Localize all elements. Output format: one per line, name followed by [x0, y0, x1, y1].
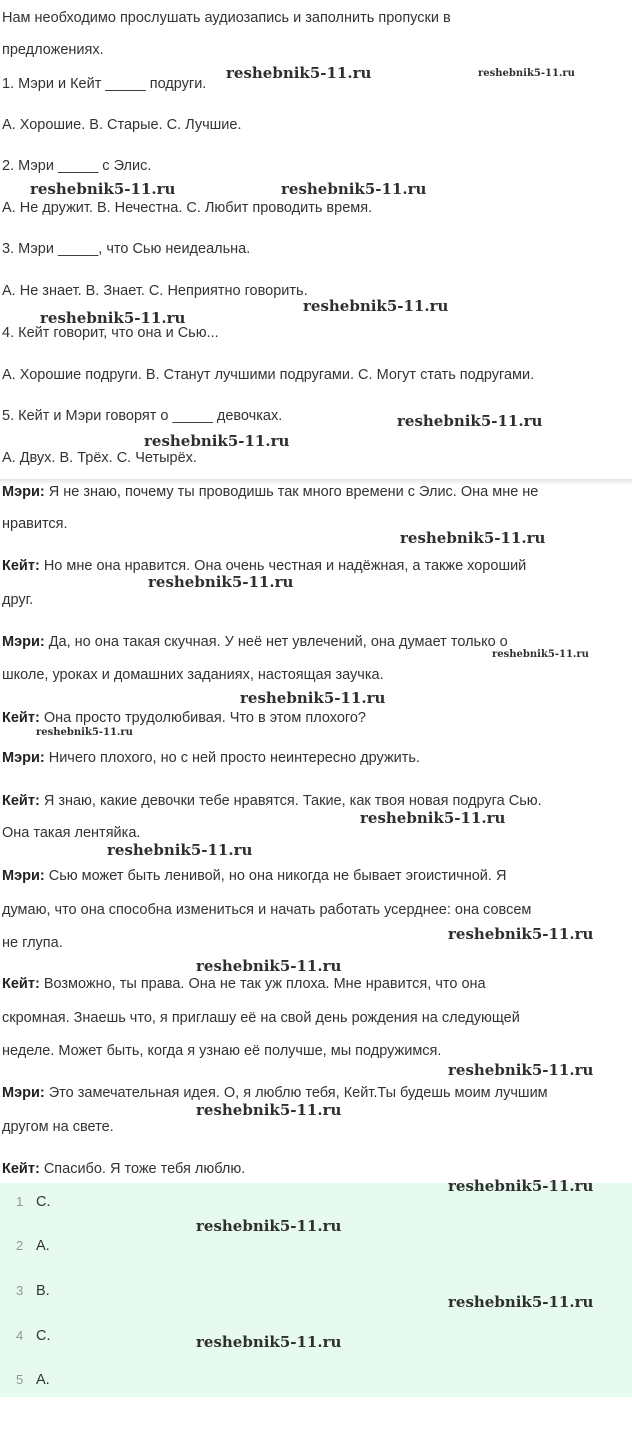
speaker-colon: :	[34, 793, 40, 809]
speaker-name: Кейт	[2, 558, 35, 574]
dialogue-line	[2, 1117, 114, 1137]
watermark: reshebnik5-11.ru	[397, 412, 543, 430]
dialogue-text: Ничего плохого, но с ней просто неинтересно дружить.	[48, 750, 420, 766]
question-options: А. Хорошие. B. Старые. C. Лучшие.	[2, 117, 242, 133]
watermark: reshebnik5-11.ru	[196, 957, 342, 975]
dialogue-line	[2, 823, 140, 843]
speaker-colon: :	[34, 1161, 40, 1177]
question: 3. Мэри _____, что Сью неидеальна.	[2, 241, 251, 257]
answer-item	[16, 1236, 50, 1256]
dialogue-text: Я не знаю, почему ты проводишь так много времени с Элис. Она мне не	[48, 484, 539, 500]
answer-number: 1	[16, 1194, 24, 1209]
speaker-name: Мэри	[2, 1085, 40, 1101]
dialogue-text: не глупа.	[2, 935, 63, 951]
dialogue-text: скромная. Знаешь что, я приглашу её на свой день рождения на следующей	[2, 1010, 520, 1026]
dialogue-text: Спасибо. Я тоже тебя люблю.	[43, 1161, 246, 1177]
answer-value: C.	[36, 1194, 51, 1210]
dialogue-line	[2, 1083, 548, 1103]
watermark: reshebnik5-11.ru	[492, 649, 589, 660]
answer-number: 5	[16, 1372, 24, 1387]
speaker-colon: :	[34, 976, 40, 992]
dialogue-text: думаю, что она способна измениться и начать работать усерднее: она совсем	[2, 902, 532, 918]
answer-value: C.	[36, 1328, 51, 1344]
speaker-name: Мэри	[2, 484, 40, 500]
answer-value: A.	[36, 1372, 50, 1388]
speaker-colon: :	[39, 484, 45, 500]
watermark: reshebnik5-11.ru	[448, 1061, 594, 1079]
dialogue-line	[2, 900, 531, 920]
question-options: А. Не дружит. B. Нечестна. C. Любит проводить время.	[2, 200, 373, 216]
watermark: reshebnik5-11.ru	[30, 180, 176, 198]
speaker-colon: :	[39, 1085, 45, 1101]
dialogue-text: Возможно, ты права. Она не так уж плоха. Мне нравится, что она	[43, 976, 486, 992]
dialogue-line	[2, 866, 506, 886]
dialogue-text: неделе. Может быть, когда я узнаю её получше, мы подружимся.	[2, 1043, 442, 1059]
dialogue-text: друг.	[2, 592, 34, 608]
answer-item	[16, 1192, 51, 1212]
speaker-name: Кейт	[2, 710, 35, 726]
dialogue-text: школе, уроках и домашних заданиях, настоящая заучка.	[2, 667, 384, 683]
answer-number: 3	[16, 1283, 24, 1298]
dialogue-line	[2, 1159, 245, 1179]
question: 2. Мэри _____ с Элис.	[2, 158, 152, 174]
answer-item	[16, 1326, 51, 1346]
watermark: reshebnik5-11.ru	[36, 727, 133, 738]
speaker-colon: :	[39, 750, 45, 766]
speaker-name: Кейт	[2, 1161, 35, 1177]
dialogue-text: другом на свете.	[2, 1119, 114, 1135]
question-options: А. Хорошие подруги. B. Станут лучшими подругами. C. Могут стать подругами.	[2, 367, 535, 383]
question: 4. Кейт говорит, что она и Сью...	[2, 325, 219, 341]
dialogue-text: Сью может быть ленивой, но она никогда не бывает эгоистичной. Я	[48, 868, 507, 884]
answer-value: B.	[36, 1283, 50, 1299]
speaker-name: Кейт	[2, 976, 35, 992]
speaker-colon: :	[39, 634, 45, 650]
watermark: reshebnik5-11.ru	[196, 1101, 342, 1119]
watermark: reshebnik5-11.ru	[226, 64, 372, 82]
dialogue-line	[2, 708, 366, 728]
dialogue-line	[2, 974, 486, 994]
intro-line: предложениях.	[2, 42, 104, 58]
dialogue-text: Она такая лентяйка.	[2, 825, 141, 841]
dialogue-line	[2, 791, 542, 811]
dialogue-text: Да, но она такая скучная. У неё нет увлечений, она думает только о	[48, 634, 508, 650]
watermark: reshebnik5-11.ru	[360, 809, 506, 827]
speaker-name: Мэри	[2, 750, 40, 766]
dialogue-text: Я знаю, какие девочки тебе нравятся. Такие, как твоя новая подруга Сью.	[43, 793, 542, 809]
question: 1. Мэри и Кейт _____ подруги.	[2, 76, 207, 92]
watermark: reshebnik5-11.ru	[40, 309, 186, 327]
dialogue-text: Это замечательная идея. О, я люблю тебя, Кейт.Ты будешь моим лучшим	[48, 1085, 548, 1101]
dialogue-line	[2, 482, 538, 502]
watermark: reshebnik5-11.ru	[196, 1217, 342, 1235]
dialogue-text: Но мне она нравится. Она очень честная и надёжная, а также хороший	[43, 558, 527, 574]
answer-item	[16, 1281, 50, 1301]
answer-value: A.	[36, 1238, 50, 1254]
watermark: reshebnik5-11.ru	[303, 297, 449, 315]
dialogue-text: нравится.	[2, 516, 68, 532]
dialogue-line	[2, 1041, 441, 1061]
intro-line: Нам необходимо прослушать аудиозапись и заполнить пропуски в	[2, 10, 451, 26]
watermark: reshebnik5-11.ru	[281, 180, 427, 198]
speaker-colon: :	[34, 710, 40, 726]
watermark: reshebnik5-11.ru	[107, 841, 253, 859]
speaker-colon: :	[39, 868, 45, 884]
question: 5. Кейт и Мэри говорят о _____ девочках.	[2, 408, 283, 424]
dialogue-line	[2, 665, 384, 685]
speaker-colon: :	[34, 558, 40, 574]
watermark: reshebnik5-11.ru	[196, 1333, 342, 1351]
answer-number: 2	[16, 1238, 24, 1253]
question-options: А. Двух. B. Трёх. C. Четырёх.	[2, 450, 197, 466]
watermark: reshebnik5-11.ru	[448, 1293, 594, 1311]
dialogue-line	[2, 748, 420, 768]
dialogue-line	[2, 632, 508, 652]
answer-item	[16, 1370, 50, 1390]
watermark: reshebnik5-11.ru	[240, 689, 386, 707]
watermark: reshebnik5-11.ru	[478, 68, 575, 79]
answer-number: 4	[16, 1328, 24, 1343]
dialogue-line	[2, 933, 63, 953]
watermark: reshebnik5-11.ru	[448, 925, 594, 943]
dialogue-line	[2, 590, 33, 610]
watermark: reshebnik5-11.ru	[144, 432, 290, 450]
answers-panel	[0, 1183, 632, 1397]
speaker-name: Мэри	[2, 868, 40, 884]
dialogue-text: Она просто трудолюбивая. Что в этом плохого?	[43, 710, 366, 726]
watermark: reshebnik5-11.ru	[148, 573, 294, 591]
speaker-name: Кейт	[2, 793, 35, 809]
dialogue-line	[2, 514, 68, 534]
dialogue-line	[2, 1008, 520, 1028]
watermark: reshebnik5-11.ru	[448, 1177, 594, 1195]
watermark: reshebnik5-11.ru	[400, 529, 546, 547]
question-options: А. Не знает. B. Знает. C. Неприятно говорить.	[2, 283, 308, 299]
speaker-name: Мэри	[2, 634, 40, 650]
